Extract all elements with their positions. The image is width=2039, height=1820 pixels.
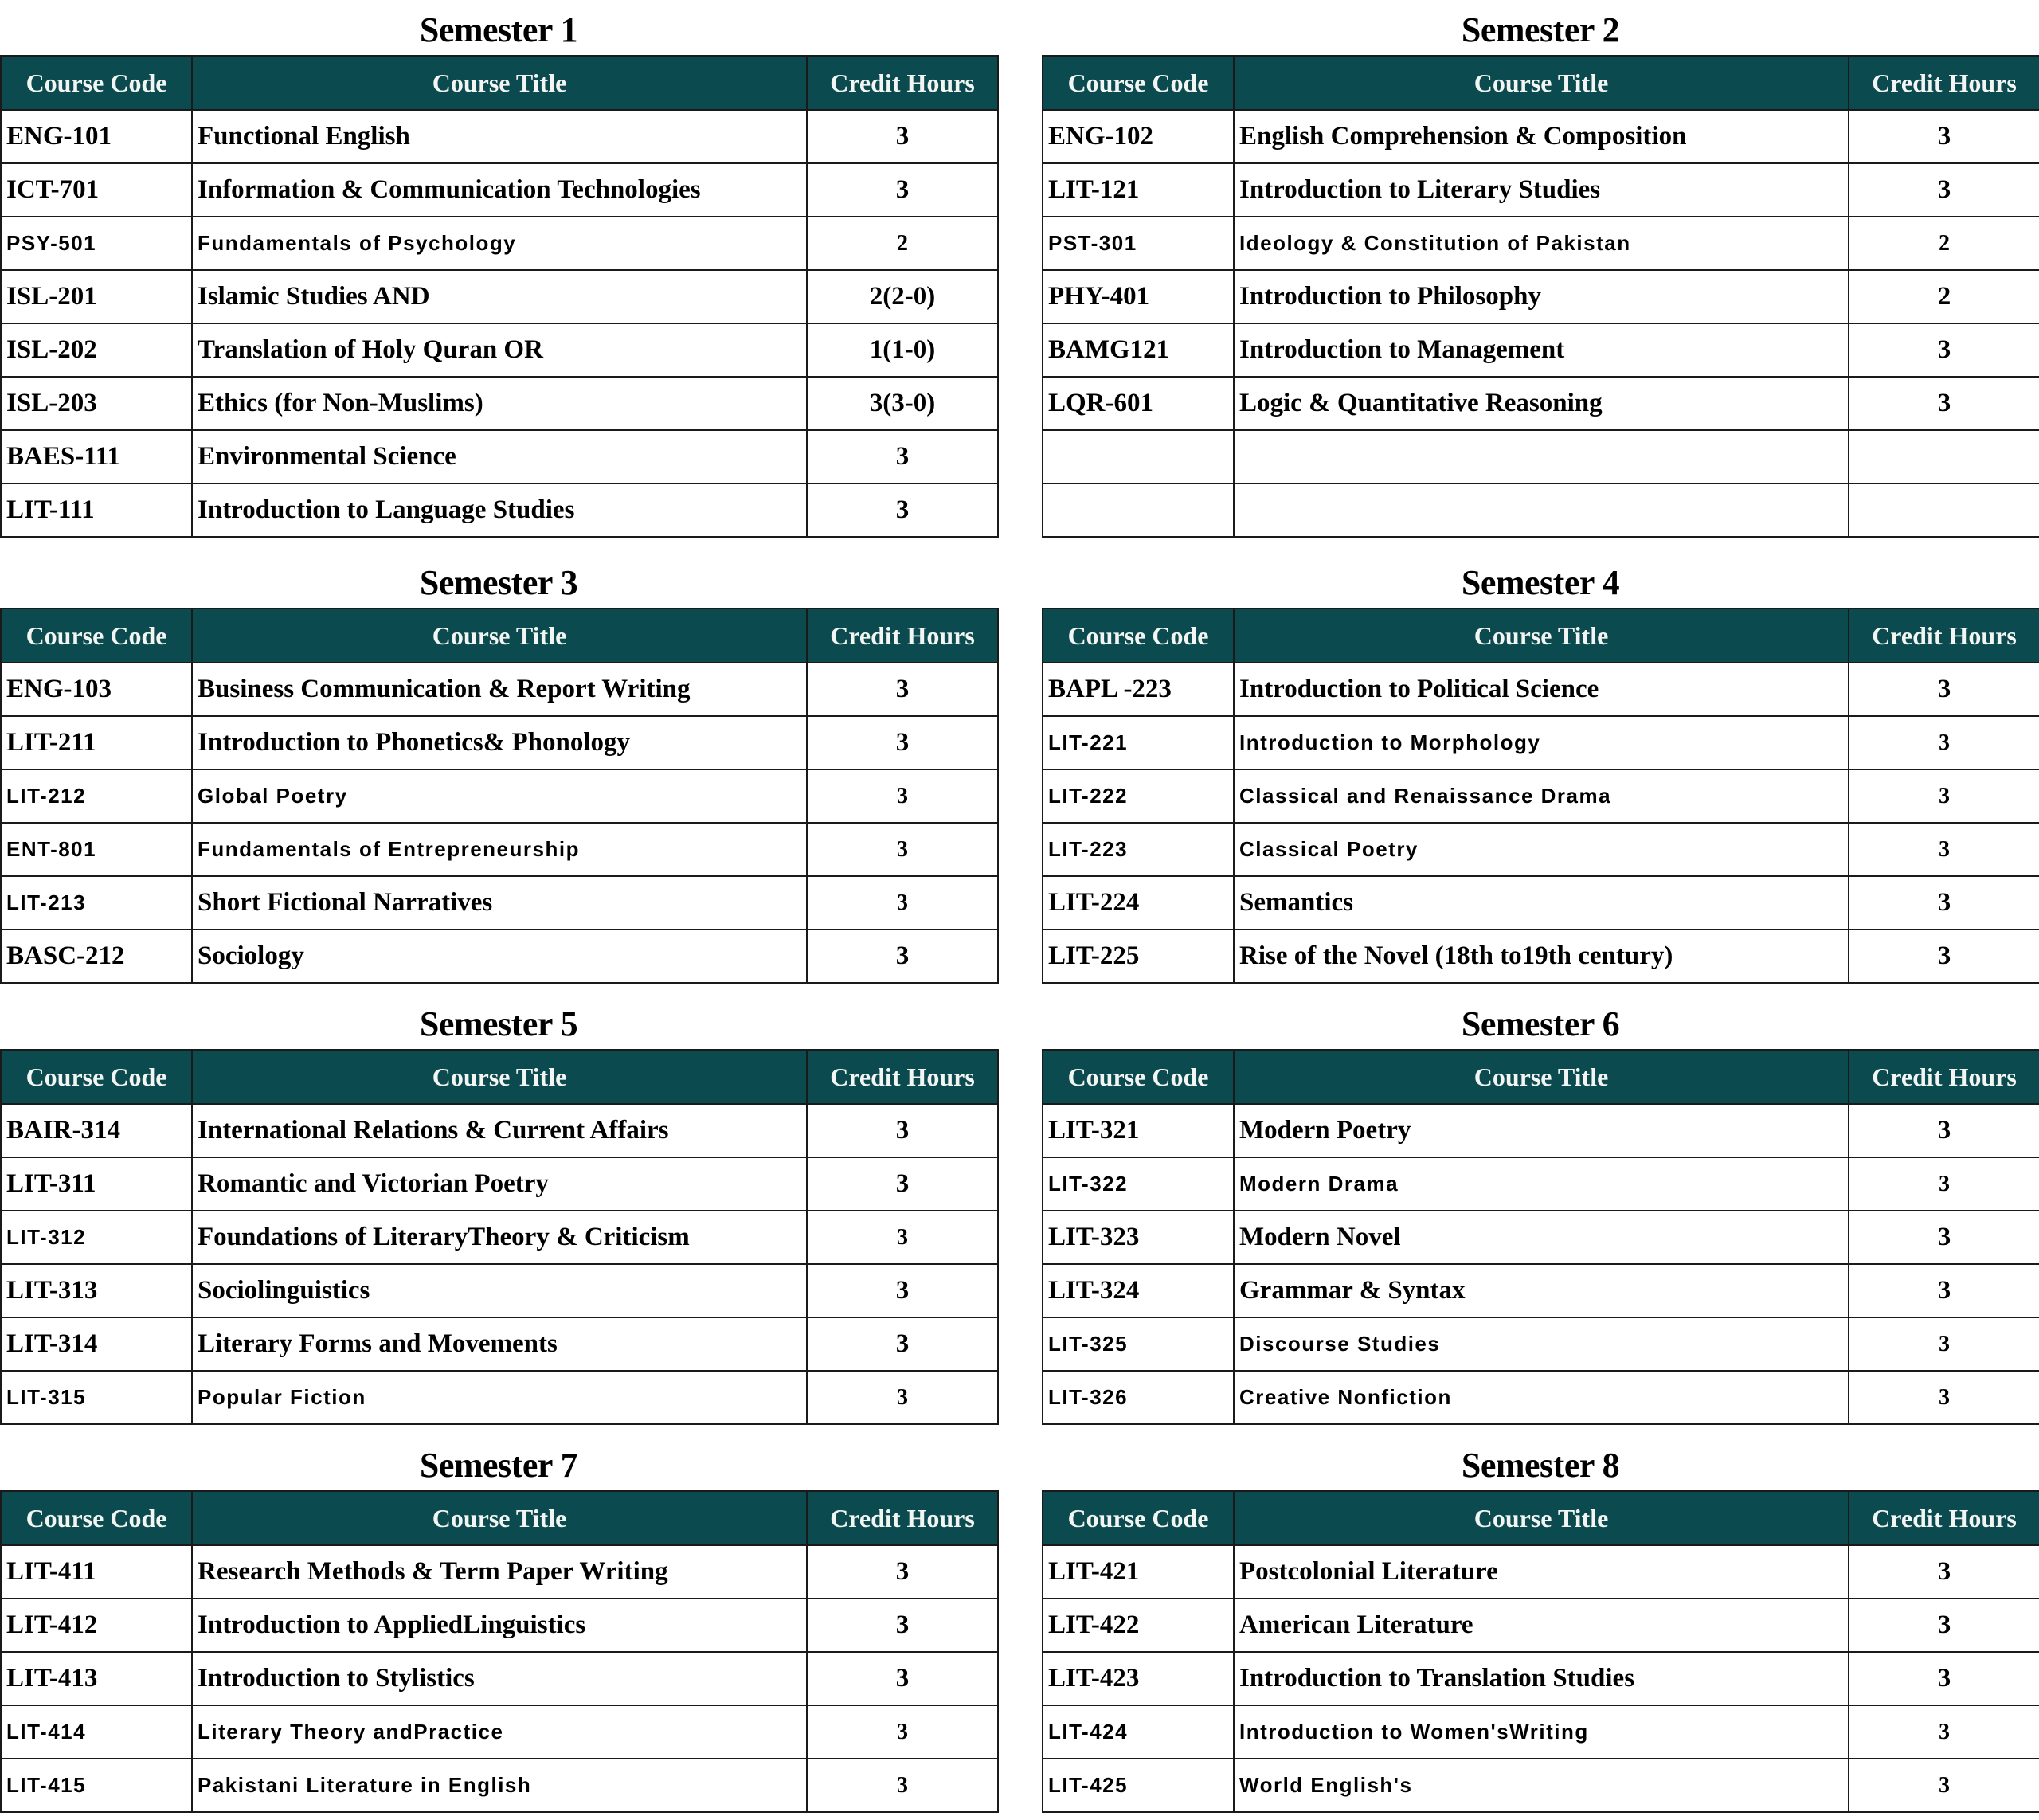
course-code-cell: ISL-203 — [1, 377, 192, 430]
course-code-cell: LIT-311 — [1, 1157, 192, 1211]
credit-hours-cell: 2(2-0) — [807, 270, 998, 323]
credit-hours-cell: 3 — [807, 716, 998, 769]
column-header-title: Course Title — [1234, 609, 1849, 663]
course-title-cell: Discourse Studies — [1234, 1317, 1849, 1371]
course-title-cell: Classical Poetry — [1234, 823, 1849, 876]
course-table — [1042, 1490, 2039, 1813]
table-row — [1043, 323, 2039, 377]
course-code-cell: PSY-501 — [1, 217, 192, 270]
course-code-cell: LIT-423 — [1043, 1652, 1234, 1705]
table-row — [1043, 769, 2039, 823]
table-row — [1, 876, 998, 930]
course-code-cell: BAES-111 — [1, 430, 192, 483]
column-header-credit: Credit Hours — [807, 1491, 998, 1545]
table-row — [1, 1317, 998, 1371]
column-header-code: Course Code — [1, 1491, 192, 1545]
credit-hours-cell: 3 — [1849, 110, 2039, 163]
course-code-cell: LIT-323 — [1043, 1211, 1234, 1264]
column-header-credit: Credit Hours — [807, 1050, 998, 1104]
table-row — [1, 823, 998, 876]
table-row — [1, 163, 998, 217]
credit-hours-cell: 3 — [807, 876, 998, 930]
course-title-cell: Romantic and Victorian Poetry — [192, 1157, 807, 1211]
course-title-cell: Modern Novel — [1234, 1211, 1849, 1264]
course-title-cell: Modern Poetry — [1234, 1104, 1849, 1157]
course-code-cell: LQR-601 — [1043, 377, 1234, 430]
credit-hours-cell: 3 — [1849, 1157, 2039, 1211]
column-header-credit: Credit Hours — [807, 56, 998, 110]
course-code-cell: BASC-212 — [1, 930, 192, 983]
credit-hours-cell: 3 — [807, 823, 998, 876]
course-title-cell: Introduction to Philosophy — [1234, 270, 1849, 323]
course-title-cell: Information & Communication Technologies — [192, 163, 807, 217]
credit-hours-cell: 3 — [1849, 1317, 2039, 1371]
course-title-cell: Modern Drama — [1234, 1157, 1849, 1211]
credit-hours-cell: 3 — [1849, 663, 2039, 716]
course-title-cell: Introduction to Political Science — [1234, 663, 1849, 716]
course-title-cell: Creative Nonfiction — [1234, 1371, 1849, 1424]
credit-hours-cell: 3 — [1849, 769, 2039, 823]
credit-hours-cell: 3 — [1849, 876, 2039, 930]
course-title-cell: Environmental Science — [192, 430, 807, 483]
credit-hours-cell: 3 — [807, 769, 998, 823]
course-code-cell: ICT-701 — [1, 163, 192, 217]
course-title-cell: Popular Fiction — [192, 1371, 807, 1424]
table-row — [1043, 270, 2039, 323]
course-title-cell: Postcolonial Literature — [1234, 1545, 1849, 1599]
table-row — [1, 1759, 998, 1812]
course-title-cell: Literary Forms and Movements — [192, 1317, 807, 1371]
column-header-code: Course Code — [1043, 1050, 1234, 1104]
table-row — [1043, 1545, 2039, 1599]
credit-hours-cell: 3 — [1849, 1759, 2039, 1812]
semester-title: Semester 7 — [419, 1446, 578, 1485]
table-row — [1043, 1317, 2039, 1371]
table-header-row — [1043, 56, 2039, 110]
credit-hours-cell: 3 — [1849, 823, 2039, 876]
credit-hours-cell: 3 — [1849, 1545, 2039, 1599]
table-row — [1, 1705, 998, 1759]
course-code-cell: PHY-401 — [1043, 270, 1234, 323]
course-title-cell: Literary Theory andPractice — [192, 1705, 807, 1759]
course-code-cell: LIT-221 — [1043, 716, 1234, 769]
semester-title: Semester 5 — [419, 1004, 578, 1043]
credit-hours-cell: 3 — [1849, 323, 2039, 377]
course-title-cell: Global Poetry — [192, 769, 807, 823]
table-row — [1043, 1264, 2039, 1317]
course-code-cell: LIT-321 — [1043, 1104, 1234, 1157]
credit-hours-cell: 3 — [807, 1371, 998, 1424]
course-title-cell: American Literature — [1234, 1599, 1849, 1652]
column-header-code: Course Code — [1043, 1491, 1234, 1545]
credit-hours-cell: 3 — [1849, 1705, 2039, 1759]
table-row — [1043, 663, 2039, 716]
course-title-cell: Introduction to Translation Studies — [1234, 1652, 1849, 1705]
course-title-cell: Foundations of LiteraryTheory & Criticism — [192, 1211, 807, 1264]
credit-hours-cell: 3 — [807, 1157, 998, 1211]
credit-hours-cell: 3 — [1849, 716, 2039, 769]
credit-hours-cell: 3 — [1849, 930, 2039, 983]
course-code-cell: ENG-103 — [1, 663, 192, 716]
course-code-cell: LIT-225 — [1043, 930, 1234, 983]
table-row — [1, 377, 998, 430]
table-row — [1043, 483, 2039, 537]
table-row — [1, 1104, 998, 1157]
table-row — [1043, 1104, 2039, 1157]
course-code-cell: LIT-414 — [1, 1705, 192, 1759]
credit-hours-cell: 3(3-0) — [807, 377, 998, 430]
credit-hours-cell: 3 — [1849, 1211, 2039, 1264]
course-code-cell: LIT-415 — [1, 1759, 192, 1812]
table-row — [1, 1157, 998, 1211]
table-row — [1043, 430, 2039, 483]
course-code-cell: LIT-411 — [1, 1545, 192, 1599]
credit-hours-cell: 3 — [807, 483, 998, 537]
credit-hours-cell: 3 — [807, 663, 998, 716]
course-code-cell: LIT-422 — [1043, 1599, 1234, 1652]
table-header-row — [1, 1050, 998, 1104]
table-row — [1, 430, 998, 483]
table-row — [1043, 1705, 2039, 1759]
table-row — [1, 1599, 998, 1652]
credit-hours-cell: 2 — [807, 217, 998, 270]
table-row — [1, 663, 998, 716]
course-code-cell: ISL-202 — [1, 323, 192, 377]
course-code-cell: LIT-111 — [1, 483, 192, 537]
course-title-cell: Islamic Studies AND — [192, 270, 807, 323]
course-title-cell: International Relations & Current Affairs — [192, 1104, 807, 1157]
table-row — [1043, 1157, 2039, 1211]
table-row — [1043, 876, 2039, 930]
table-header-row — [1, 609, 998, 663]
credit-hours-cell: 3 — [1849, 1104, 2039, 1157]
credit-hours-cell — [1849, 430, 2039, 483]
course-table — [0, 1490, 999, 1813]
column-header-code: Course Code — [1043, 609, 1234, 663]
course-title-cell: Grammar & Syntax — [1234, 1264, 1849, 1317]
course-title-cell: Fundamentals of Psychology — [192, 217, 807, 270]
table-row — [1, 217, 998, 270]
table-row — [1043, 163, 2039, 217]
course-title-cell: Sociology — [192, 930, 807, 983]
table-row — [1, 483, 998, 537]
course-title-cell: Translation of Holy Quran OR — [192, 323, 807, 377]
table-header-row — [1043, 1491, 2039, 1545]
course-title-cell: Introduction to Language Studies — [192, 483, 807, 537]
course-code-cell: LIT-412 — [1, 1599, 192, 1652]
table-row — [1043, 217, 2039, 270]
course-code-cell: LIT-322 — [1043, 1157, 1234, 1211]
course-title-cell: Sociolinguistics — [192, 1264, 807, 1317]
course-title-cell: World English's — [1234, 1759, 1849, 1812]
credit-hours-cell: 3 — [807, 1545, 998, 1599]
column-header-credit: Credit Hours — [1849, 1491, 2039, 1545]
course-code-cell: LIT-421 — [1043, 1545, 1234, 1599]
course-code-cell: LIT-213 — [1, 876, 192, 930]
credit-hours-cell: 3 — [1849, 1599, 2039, 1652]
course-code-cell: LIT-324 — [1043, 1264, 1234, 1317]
table-row — [1, 270, 998, 323]
credit-hours-cell: 3 — [807, 1652, 998, 1705]
credit-hours-cell: 3 — [1849, 1652, 2039, 1705]
course-table — [1042, 1049, 2039, 1425]
credit-hours-cell: 3 — [807, 1317, 998, 1371]
table-row — [1043, 823, 2039, 876]
table-header-row — [1, 1491, 998, 1545]
table-row — [1043, 1599, 2039, 1652]
course-table — [0, 55, 999, 538]
course-code-cell: ENT-801 — [1, 823, 192, 876]
credit-hours-cell: 3 — [1849, 163, 2039, 217]
course-code-cell: LIT-424 — [1043, 1705, 1234, 1759]
course-title-cell: Introduction to Women'sWriting — [1234, 1705, 1849, 1759]
course-code-cell: LIT-224 — [1043, 876, 1234, 930]
column-header-credit: Credit Hours — [1849, 56, 2039, 110]
course-title-cell: Semantics — [1234, 876, 1849, 930]
course-code-cell: LIT-425 — [1043, 1759, 1234, 1812]
table-row — [1043, 1652, 2039, 1705]
table-header-row — [1043, 1050, 2039, 1104]
course-code-cell: LIT-121 — [1043, 163, 1234, 217]
table-row — [1043, 1759, 2039, 1812]
course-table — [1042, 608, 2039, 984]
table-row — [1, 716, 998, 769]
table-row — [1, 1371, 998, 1424]
semester-title: Semester 1 — [419, 10, 578, 49]
column-header-code: Course Code — [1, 56, 192, 110]
course-code-cell: PST-301 — [1043, 217, 1234, 270]
semester-title: Semester 8 — [1461, 1446, 1620, 1485]
credit-hours-cell: 3 — [807, 1599, 998, 1652]
credit-hours-cell: 3 — [1849, 1264, 2039, 1317]
table-row — [1, 1545, 998, 1599]
credit-hours-cell: 2 — [1849, 270, 2039, 323]
table-row — [1043, 377, 2039, 430]
column-header-code: Course Code — [1, 1050, 192, 1104]
course-table — [0, 1049, 999, 1425]
credit-hours-cell: 3 — [1849, 377, 2039, 430]
course-code-cell: LIT-211 — [1, 716, 192, 769]
course-title-cell: Introduction to Stylistics — [192, 1652, 807, 1705]
course-title-cell: Business Communication & Report Writing — [192, 663, 807, 716]
course-code-cell: ENG-102 — [1043, 110, 1234, 163]
course-code-cell: LIT-315 — [1, 1371, 192, 1424]
credit-hours-cell: 3 — [807, 930, 998, 983]
course-code-cell: BAMG121 — [1043, 323, 1234, 377]
column-header-title: Course Title — [1234, 1491, 1849, 1545]
course-code-cell: ISL-201 — [1, 270, 192, 323]
table-row — [1, 110, 998, 163]
course-code-cell: LIT-313 — [1, 1264, 192, 1317]
column-header-title: Course Title — [192, 1050, 807, 1104]
credit-hours-cell — [1849, 483, 2039, 537]
credit-hours-cell: 3 — [807, 1104, 998, 1157]
semester-title: Semester 6 — [1461, 1004, 1620, 1043]
course-title-cell: Logic & Quantitative Reasoning — [1234, 377, 1849, 430]
credit-hours-cell: 3 — [1849, 1371, 2039, 1424]
column-header-credit: Credit Hours — [1849, 1050, 2039, 1104]
course-title-cell: Functional English — [192, 110, 807, 163]
table-header-row — [1043, 609, 2039, 663]
course-title-cell: Introduction to Management — [1234, 323, 1849, 377]
table-row — [1043, 1211, 2039, 1264]
course-code-cell: LIT-222 — [1043, 769, 1234, 823]
course-code-cell: LIT-314 — [1, 1317, 192, 1371]
table-row — [1, 769, 998, 823]
course-code-cell — [1043, 483, 1234, 537]
table-row — [1, 930, 998, 983]
course-title-cell — [1234, 430, 1849, 483]
credit-hours-cell: 3 — [807, 1264, 998, 1317]
credit-hours-cell: 1(1-0) — [807, 323, 998, 377]
column-header-credit: Credit Hours — [1849, 609, 2039, 663]
column-header-title: Course Title — [1234, 56, 1849, 110]
table-header-row — [1, 56, 998, 110]
course-table — [1042, 55, 2039, 538]
column-header-credit: Credit Hours — [807, 609, 998, 663]
column-header-title: Course Title — [192, 56, 807, 110]
course-code-cell: LIT-325 — [1043, 1317, 1234, 1371]
course-title-cell: Rise of the Novel (18th to19th century) — [1234, 930, 1849, 983]
course-title-cell: Ideology & Constitution of Pakistan — [1234, 217, 1849, 270]
course-code-cell: LIT-413 — [1, 1652, 192, 1705]
table-row — [1, 1652, 998, 1705]
table-row — [1043, 1371, 2039, 1424]
course-title-cell — [1234, 483, 1849, 537]
column-header-title: Course Title — [192, 609, 807, 663]
credit-hours-cell: 3 — [807, 110, 998, 163]
course-title-cell: Fundamentals of Entrepreneurship — [192, 823, 807, 876]
course-code-cell: LIT-312 — [1, 1211, 192, 1264]
course-title-cell: Introduction to Morphology — [1234, 716, 1849, 769]
column-header-code: Course Code — [1, 609, 192, 663]
course-title-cell: Introduction to Literary Studies — [1234, 163, 1849, 217]
course-table — [0, 608, 999, 984]
course-code-cell: LIT-326 — [1043, 1371, 1234, 1424]
course-code-cell: ENG-101 — [1, 110, 192, 163]
column-header-code: Course Code — [1043, 56, 1234, 110]
table-row — [1043, 716, 2039, 769]
course-code-cell: LIT-223 — [1043, 823, 1234, 876]
course-title-cell: Pakistani Literature in English — [192, 1759, 807, 1812]
table-row — [1, 323, 998, 377]
semester-title: Semester 2 — [1461, 10, 1620, 49]
credit-hours-cell: 3 — [807, 1211, 998, 1264]
course-title-cell: Classical and Renaissance Drama — [1234, 769, 1849, 823]
table-row — [1043, 110, 2039, 163]
semester-title: Semester 4 — [1461, 563, 1620, 602]
credit-hours-cell: 3 — [807, 430, 998, 483]
credit-hours-cell: 3 — [807, 1705, 998, 1759]
credit-hours-cell: 2 — [1849, 217, 2039, 270]
credit-hours-cell: 3 — [807, 163, 998, 217]
course-title-cell: Research Methods & Term Paper Writing — [192, 1545, 807, 1599]
course-title-cell: Short Fictional Narratives — [192, 876, 807, 930]
course-title-cell: Introduction to AppliedLinguistics — [192, 1599, 807, 1652]
course-code-cell: BAIR-314 — [1, 1104, 192, 1157]
table-row — [1, 1264, 998, 1317]
course-title-cell: Introduction to Phonetics& Phonology — [192, 716, 807, 769]
credit-hours-cell: 3 — [807, 1759, 998, 1812]
course-code-cell — [1043, 430, 1234, 483]
course-title-cell: English Comprehension & Composition — [1234, 110, 1849, 163]
course-code-cell: BAPL -223 — [1043, 663, 1234, 716]
table-row — [1, 1211, 998, 1264]
course-title-cell: Ethics (for Non-Muslims) — [192, 377, 807, 430]
semester-title: Semester 3 — [419, 563, 578, 602]
column-header-title: Course Title — [1234, 1050, 1849, 1104]
table-row — [1043, 930, 2039, 983]
course-code-cell: LIT-212 — [1, 769, 192, 823]
column-header-title: Course Title — [192, 1491, 807, 1545]
